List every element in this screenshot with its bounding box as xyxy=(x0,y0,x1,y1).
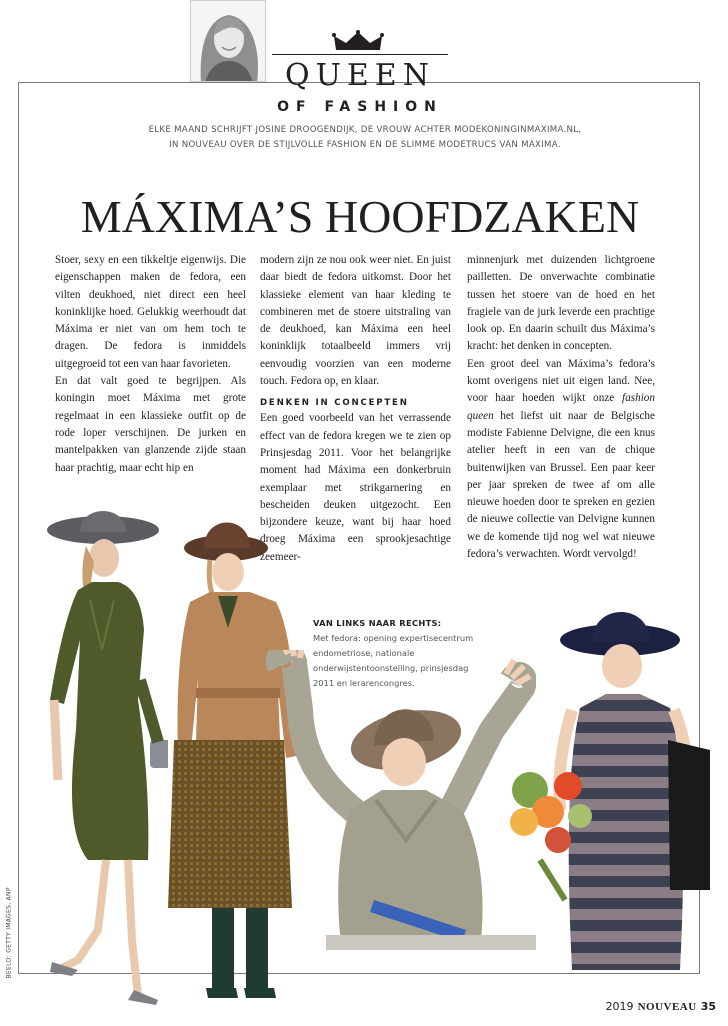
paragraph: modern zijn ze nou ook weer niet. En juist daar biedt de fedora uitkomst. Door het klassieke element van haar kleding te combineren met de stoere uitstraling van de deukhoed, kan Máxima een heel koninklijk totaalbeeld immers vrij eenvoudig voorzien van een moderne touch. Fedora op, en klaar. xyxy=(260,254,451,388)
paragraph: minnenjurk met duizenden lichtgroene pailletten. De onverwachte combinatie tussen het stoere van de hoed en het fragiele van de jurk leverde een prachtige look op. En daarin schuilt dus Máxima’s kracht: het denken in concepten. xyxy=(467,254,655,353)
section-subhead: DENKEN IN CONCEPTEN xyxy=(260,398,409,409)
photo-collage xyxy=(0,490,728,1010)
column-title: QUEEN xyxy=(285,58,435,93)
intro-line-2: IN NOUVEAU OVER DE STIJLVOLLE FASHION EN DE SLIMME MODETRUCS VAN MÁXIMA. xyxy=(169,140,561,150)
photo-striped-dress xyxy=(510,590,710,990)
emphasis-text: fashion queen xyxy=(467,392,655,422)
header-rule xyxy=(272,54,448,55)
caption-text: Met fedora: opening expertisecentrum endometriose, nationale onderwijstentoonstelling, prinsjesdag 2011 en lerarencongres. xyxy=(313,633,474,688)
paragraph: En dat valt goed te begrijpen. Als koningin moet Máxima met grote regelmaat in een klassieke outfit op de rode loper verschijnen. De jurken en mantelpakken van glanzende zijde staan haar prachtig, maar echt hip en xyxy=(55,375,246,474)
photo-green-dress xyxy=(28,500,168,1005)
photo-caption xyxy=(313,616,483,691)
photo-credit-text: BEELD: GETTY IMAGES, ANP xyxy=(5,887,13,979)
article-headline: MÁXIMA’S HOOFDZAKEN xyxy=(80,191,640,242)
crown-icon xyxy=(330,30,386,52)
footer-brand: NOUVEAU xyxy=(637,1001,697,1013)
footer-year: 2019 xyxy=(605,1000,634,1013)
photo-credit xyxy=(2,870,14,980)
intro-line-1: ELKE MAAND SCHRIJFT JOSINE DROOGENDIJK, DE VROUW ACHTER MODEKONINGINMAXIMA.NL, xyxy=(148,125,582,135)
intro-text xyxy=(110,123,620,153)
page-footer xyxy=(606,1000,716,1013)
paragraph-text: Een groot deel van Máxima’s fedora’s komt overigens niet uit eigen land. Nee, voor haar hoeden wijkt onze xyxy=(467,357,655,405)
paragraph: Een goed voorbeeld van het verrassende effect van de fedora kregen we te zien op Prinsjesdag 2011. Voor het belangrijke moment had Máxima een donkerbruin exemplaar met strikgarnering en bescheiden deuken uitgezocht. Een bijzondere keuze, want bij haar hoed droeg Máxima een sprookjesachtige zeemeer- xyxy=(260,412,451,563)
column-subtitle: OF FASHION xyxy=(277,99,443,115)
article-column-1 xyxy=(55,252,246,477)
photo-waving-woman xyxy=(266,650,536,950)
caption-title: VAN LINKS NAAR RECHTS: xyxy=(313,618,442,628)
paragraph-text: het liefst uit naar de Belgische modiste Fabienne Delvigne, die een knus atelier heeft in een van de chique buitenwijken van Brussel. Een paar keer per jaar spreken de twee af om alle nieuwe hoeden door te spreken en gezien de nieuwe collectie van Delvigne kunnen we de komende tijd nog wel wat nieuwe fedora’s verwachten. Wordt vervolgd! xyxy=(467,409,655,561)
paragraph: Stoer, sexy en een tikkeltje eigenwijs. Die eigenschappen maken de fedora, een vilten deukhoed, niet direct een heel koninklijke hoed. Gelukkig weerhoudt dat Máxima er niet van om hem toch te dragen. De fedora is inmiddels uitgegroeid tot een van haar favorieten. xyxy=(55,254,246,370)
page-number: 35 xyxy=(700,1000,716,1013)
